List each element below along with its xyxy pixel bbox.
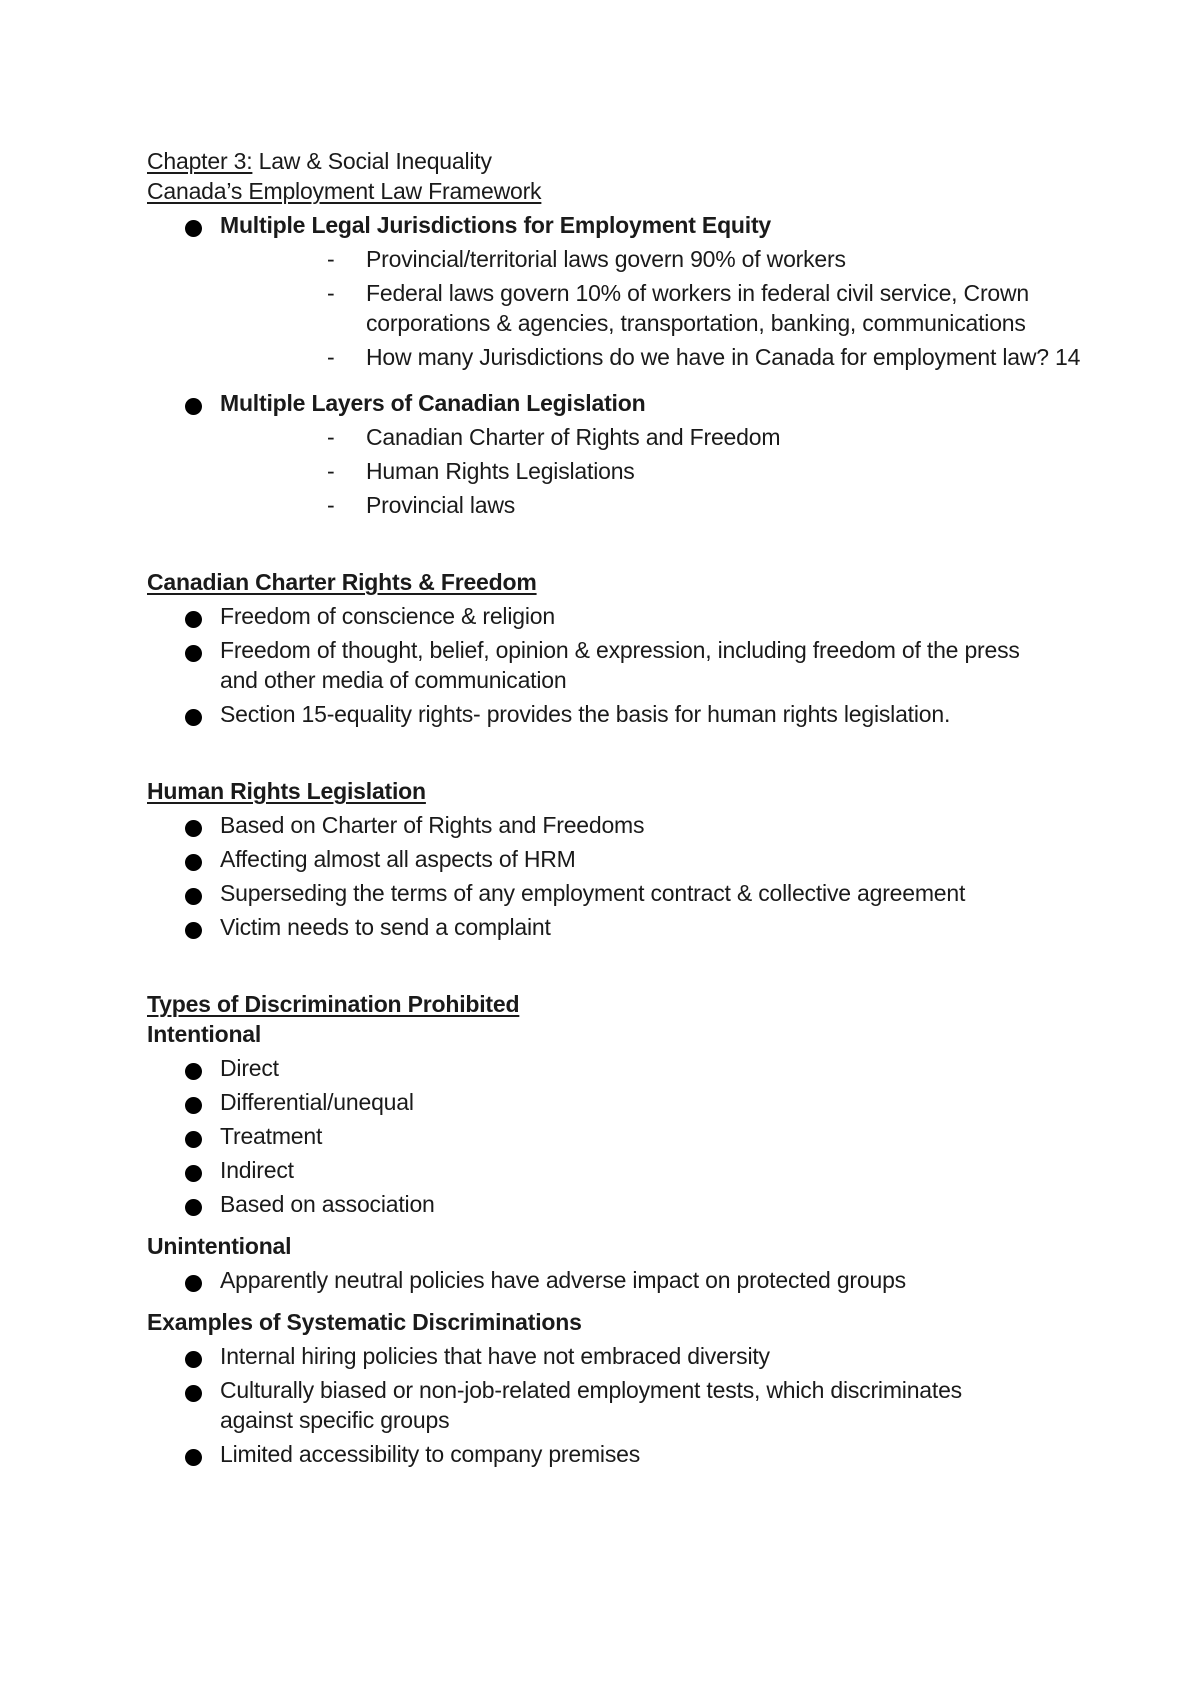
- chapter-title: Law & Social Inequality: [252, 148, 492, 174]
- list-item: Internal hiring policies that have not embraced diversity: [147, 1341, 1097, 1371]
- spacer: [147, 729, 1097, 776]
- list-item: Freedom of conscience & religion: [147, 601, 1097, 631]
- bullet-icon: [185, 1131, 202, 1148]
- spacer: [147, 942, 1097, 989]
- subheading-unintentional: Unintentional: [147, 1233, 292, 1259]
- dash-icon: -: [327, 280, 335, 306]
- bullet-icon: [185, 854, 202, 871]
- section-heading-employment-law-framework: Canada’s Employment Law Framework: [147, 178, 542, 204]
- list-item: Limited accessibility to company premises: [147, 1439, 1097, 1469]
- dash-icon: -: [327, 424, 335, 450]
- bullet-icon: [185, 1385, 202, 1402]
- bullet-icon: [185, 645, 202, 662]
- unintentional-bullet-list: [147, 1265, 1097, 1295]
- list-item: [147, 388, 1097, 520]
- section-heading-human-rights-legislation: Human Rights Legislation: [147, 778, 426, 804]
- section-heading-charter-rights: Canadian Charter Rights & Freedom: [147, 569, 537, 595]
- sub-list-item: - Federal laws govern 10% of workers in federal civil service, Crown corporations & agencies, transportation, banking, communications: [327, 280, 1030, 336]
- dash-icon: -: [327, 246, 335, 272]
- dash-icon: -: [327, 492, 335, 518]
- bullet-label: Multiple Layers of Canadian Legislation: [220, 390, 646, 416]
- sub-list-item: - How many Jurisdictions do we have in Canada for employment law? 14: [327, 344, 1081, 370]
- subheading-intentional: Intentional: [147, 1021, 262, 1047]
- human-rights-bullet-list: [147, 810, 1097, 942]
- list-item: Freedom of thought, belief, opinion & expression, including freedom of the press and other media of communication: [147, 635, 1097, 695]
- list-item: Culturally biased or non-job-related employment tests, which discriminates against specific groups: [147, 1375, 1097, 1435]
- bullet-icon: [185, 1275, 202, 1292]
- bullet-icon: [185, 1199, 202, 1216]
- list-item: Superseding the terms of any employment contract & collective agreement: [147, 878, 1097, 908]
- spacer: [147, 520, 1097, 567]
- document-content: [147, 146, 1097, 1469]
- sub-list-item: - Canadian Charter of Rights and Freedom: [327, 424, 781, 450]
- list-item: Section 15-equality rights- provides the basis for human rights legislation.: [147, 699, 1097, 729]
- bullet-icon: [185, 1063, 202, 1080]
- sub-list-jurisdictions: [220, 244, 1097, 372]
- chapter-label: Chapter 3:: [147, 148, 253, 174]
- bullet-icon: [185, 1165, 202, 1182]
- bullet-icon: [185, 709, 202, 726]
- dash-icon: -: [327, 344, 335, 370]
- chapter-title-line: [147, 146, 1097, 176]
- bullet-icon: [185, 220, 202, 237]
- list-item: Victim needs to send a complaint: [147, 912, 1097, 942]
- sub-list-item: - Human Rights Legislations: [327, 458, 635, 484]
- bullet-icon: [185, 1097, 202, 1114]
- list-item: Indirect: [147, 1155, 1097, 1185]
- list-item: Differential/unequal: [147, 1087, 1097, 1117]
- list-item: [147, 210, 1097, 372]
- list-item: Treatment: [147, 1121, 1097, 1151]
- section-heading-discrimination-types: Types of Discrimination Prohibited: [147, 991, 520, 1017]
- bullet-icon: [185, 611, 202, 628]
- list-item: Apparently neutral policies have adverse impact on protected groups: [147, 1265, 1097, 1295]
- charter-rights-bullet-list: [147, 601, 1097, 729]
- spacer: [147, 1295, 1097, 1307]
- dash-icon: -: [327, 458, 335, 484]
- spacer: [147, 1219, 1097, 1231]
- list-item: Affecting almost all aspects of HRM: [147, 844, 1097, 874]
- sub-list-legislation-layers: [220, 422, 1097, 520]
- sub-list-item: - Provincial laws: [327, 492, 516, 518]
- bullet-icon: [185, 820, 202, 837]
- bullet-icon: [185, 1351, 202, 1368]
- systematic-examples-bullet-list: [147, 1341, 1097, 1469]
- bullet-label: Multiple Legal Jurisdictions for Employment Equity: [220, 212, 772, 238]
- sub-list-item: - Provincial/territorial laws govern 90% of workers: [327, 246, 846, 272]
- employment-law-bullet-list: [147, 210, 1097, 520]
- bullet-icon: [185, 888, 202, 905]
- list-item: Based on Charter of Rights and Freedoms: [147, 810, 1097, 840]
- intentional-bullet-list: [147, 1053, 1097, 1219]
- bullet-icon: [185, 922, 202, 939]
- list-item: Direct: [147, 1053, 1097, 1083]
- subheading-systematic-examples: Examples of Systematic Discriminations: [147, 1309, 582, 1335]
- bullet-icon: [185, 1449, 202, 1466]
- list-item: Based on association: [147, 1189, 1097, 1219]
- bullet-icon: [185, 398, 202, 415]
